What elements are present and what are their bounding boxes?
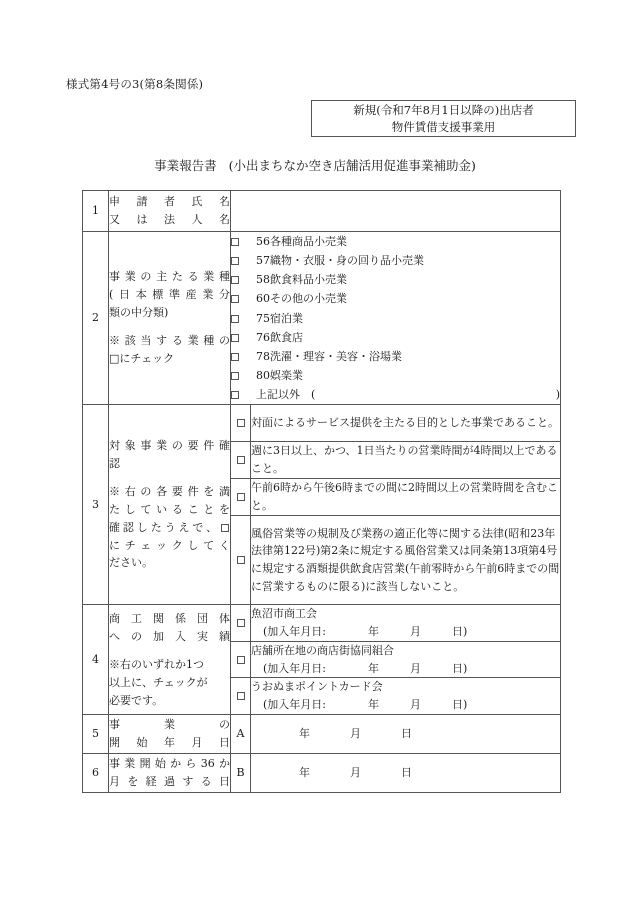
checkbox-icon[interactable]	[231, 334, 239, 342]
industry-option[interactable]	[231, 270, 560, 289]
label-line: 開始年月日	[109, 736, 230, 749]
join-date-month: 月	[410, 661, 421, 675]
date-year: 年	[299, 766, 310, 780]
requirement-text: 対面によるサービス提供を主たる目的とした事業であること。	[251, 405, 561, 442]
label-line: への加入実績	[109, 629, 230, 643]
industry-code: 78	[256, 349, 270, 363]
label-line: ださい。	[109, 556, 153, 570]
row-label-requirements	[109, 405, 231, 605]
industry-code: 56	[256, 235, 270, 248]
requirement-checkbox-cell[interactable]	[231, 516, 251, 605]
table-row-industry-type	[83, 232, 561, 405]
row-number-3: 3	[83, 405, 109, 605]
requirement-checkbox-cell[interactable]	[231, 442, 251, 479]
checkbox-icon[interactable]	[231, 276, 239, 284]
applicant-category-box	[311, 100, 576, 137]
membership-entry	[251, 641, 561, 678]
industry-code: 75	[256, 311, 270, 325]
organization-name: 店舗所在地の商店街協同組合	[251, 643, 394, 657]
join-date-day: 日)	[452, 624, 468, 638]
table-row-end-date	[83, 754, 561, 793]
form-code: 様式第4号の3(第8条関係)	[66, 77, 204, 91]
join-date-year: 年	[368, 698, 379, 712]
date-day: 日	[401, 727, 412, 741]
label-line	[109, 519, 230, 537]
industry-list	[231, 232, 560, 404]
industry-other-close-paren: )	[555, 388, 560, 401]
checkbox-icon[interactable]	[237, 656, 245, 664]
organization-name: うおぬまポイントカード会	[251, 680, 383, 694]
membership-entry	[251, 678, 561, 715]
join-date-field[interactable]	[251, 623, 560, 641]
date-month: 月	[350, 766, 361, 780]
checkbox-icon[interactable]	[237, 692, 245, 700]
industry-other-label: 上記以外 (	[256, 388, 316, 401]
row-number-2: 2	[83, 232, 109, 405]
checkbox-icon[interactable]	[237, 419, 245, 427]
industry-name: 飲食店	[270, 330, 303, 344]
industry-code: 60	[256, 292, 270, 306]
membership-checkbox-cell[interactable]	[231, 641, 251, 678]
label-line: 事業開始から36か	[109, 757, 230, 771]
join-date-year: 年	[368, 661, 379, 675]
row-label-start-date	[109, 715, 231, 754]
industry-name: 洗濯・理容・美容・浴場業	[270, 349, 402, 363]
label-line: にチェックしてく	[109, 538, 230, 552]
checkbox-icon[interactable]	[237, 619, 245, 627]
label-line: 商工関係団体	[109, 611, 230, 625]
checkbox-icon[interactable]	[231, 391, 239, 399]
requirement-checkbox-cell[interactable]	[231, 405, 251, 442]
checkbox-icon[interactable]	[231, 238, 239, 246]
join-date-prefix: (加入年月日:	[263, 624, 326, 638]
industry-code: 58	[256, 273, 270, 287]
label-spacer	[109, 645, 230, 655]
label-spacer	[109, 322, 230, 332]
industry-name: 各種商品小売業	[270, 235, 347, 248]
join-date-month: 月	[410, 624, 421, 638]
label-line: ※該当する業種の	[109, 334, 230, 348]
label-line: 月を経過する日	[109, 775, 230, 788]
industry-option[interactable]	[231, 251, 560, 270]
checkbox-icon[interactable]	[231, 353, 239, 361]
label-line: 事業の	[109, 718, 230, 732]
join-date-day: 日)	[452, 698, 468, 712]
industry-option[interactable]	[231, 347, 560, 366]
row-number-6: 6	[83, 754, 109, 793]
date-line	[251, 725, 560, 743]
industry-option[interactable]	[231, 232, 560, 251]
table-row-applicant-name	[83, 191, 561, 232]
industry-name: 宿泊業	[270, 311, 303, 325]
applicant-name-input[interactable]	[231, 191, 561, 232]
label-line: 対象事業の要件確	[109, 439, 230, 453]
industry-option-other[interactable]	[231, 385, 560, 404]
end-date-mark: B	[231, 754, 251, 793]
join-date-prefix: (加入年月日:	[263, 698, 326, 712]
checkbox-icon[interactable]	[231, 257, 239, 265]
industry-option[interactable]	[231, 366, 560, 385]
checkbox-icon[interactable]	[237, 493, 245, 501]
applicant-category-line-2: 物件賃借支援事業用	[391, 119, 496, 134]
date-year: 年	[299, 727, 310, 741]
membership-checkbox-cell[interactable]	[231, 678, 251, 715]
join-date-month: 月	[410, 698, 421, 712]
join-date-field[interactable]	[251, 696, 560, 714]
join-date-field[interactable]	[251, 660, 560, 678]
page-title-main: 事業報告書	[154, 158, 217, 173]
join-date-year: 年	[368, 624, 379, 638]
label-line: ※右のいずれか1つ	[109, 657, 204, 671]
label-line: ※右の各要件を満	[109, 485, 230, 499]
industry-option[interactable]	[231, 309, 560, 328]
label-line: 認	[109, 456, 120, 470]
checkbox-icon[interactable]	[237, 556, 245, 564]
join-date-prefix: (加入年月日:	[263, 661, 326, 675]
row-label-membership	[109, 605, 231, 715]
industry-name: 飲食料品小売業	[270, 273, 347, 287]
membership-checkbox-cell[interactable]	[231, 605, 251, 642]
table-row-membership	[83, 605, 561, 642]
row-number-1: 1	[83, 191, 109, 232]
industry-option[interactable]	[231, 328, 560, 347]
date-day: 日	[401, 766, 412, 780]
membership-entry	[251, 605, 561, 642]
industry-option[interactable]	[231, 289, 560, 308]
business-report-table	[82, 190, 561, 793]
checkbox-icon[interactable]	[231, 295, 239, 303]
checkbox-icon[interactable]	[231, 315, 239, 323]
industry-name: その他の小売業	[270, 292, 347, 306]
join-date-day: 日)	[452, 661, 468, 675]
industry-name: 織物・衣服・身の回り品小売業	[270, 254, 424, 268]
industry-code: 57	[256, 254, 270, 268]
label-line: たしていることを	[109, 502, 230, 516]
row-label-end-date	[109, 754, 231, 793]
label-line: 必要です。	[109, 693, 164, 707]
row-label-applicant-name	[109, 191, 231, 232]
checkbox-icon[interactable]	[237, 456, 245, 464]
label-line: (日本標準産業分	[109, 288, 230, 302]
label-line: 以上に、チェックが	[109, 675, 208, 689]
label-line: 事業の主たる業種	[109, 270, 230, 284]
industry-code: 76	[256, 330, 270, 344]
row-label-industry-type	[109, 232, 231, 405]
label-line: 類の中分類)	[109, 305, 169, 319]
label-spacer	[109, 473, 230, 483]
row-number-5: 5	[83, 715, 109, 754]
label-line: 申請者氏名	[109, 195, 230, 209]
start-date-field[interactable]	[251, 715, 561, 754]
label-line: 又は法人名	[109, 213, 230, 226]
start-date-mark: A	[231, 715, 251, 754]
label-line: □にチェック	[109, 352, 175, 365]
industry-checkbox-list	[231, 232, 561, 405]
requirement-text: 風俗営業等の規制及び業務の適正化等に関する法律(昭和23年法律第122号)第2条に規定する風俗営業又は同条第13項第4号に規定する酒類提供飲食店営業(午前零時から午前6時までの間に営業するものに限る)に該当しないこと。	[251, 516, 561, 605]
label-text: 確認したうえで、	[109, 520, 220, 534]
requirement-checkbox-cell[interactable]	[231, 479, 251, 516]
page-title	[0, 156, 630, 174]
table-row-start-date	[83, 715, 561, 754]
date-month: 月	[350, 727, 361, 741]
table-row-requirements	[83, 405, 561, 442]
industry-code: 80	[256, 368, 270, 382]
checkbox-icon[interactable]	[231, 372, 239, 380]
page-title-sub: (小出まちなか空き店舗活用促進事業補助金)	[228, 158, 476, 173]
industry-name: 娯楽業	[270, 368, 303, 382]
applicant-category-line-1: 新規(令和7年8月1日以降の)出店者	[353, 102, 534, 117]
requirement-text: 午前6時から午後6時までの間に2時間以上の営業時間を含むこと。	[251, 479, 561, 516]
organization-name: 魚沼市商工会	[251, 607, 317, 621]
end-date-field[interactable]	[251, 754, 561, 793]
requirement-text: 週に3日以上、かつ、1日当たりの営業時間が4時間以上であること。	[251, 442, 561, 479]
row-number-4: 4	[83, 605, 109, 715]
checkbox-icon	[221, 524, 229, 532]
date-line	[251, 764, 560, 782]
